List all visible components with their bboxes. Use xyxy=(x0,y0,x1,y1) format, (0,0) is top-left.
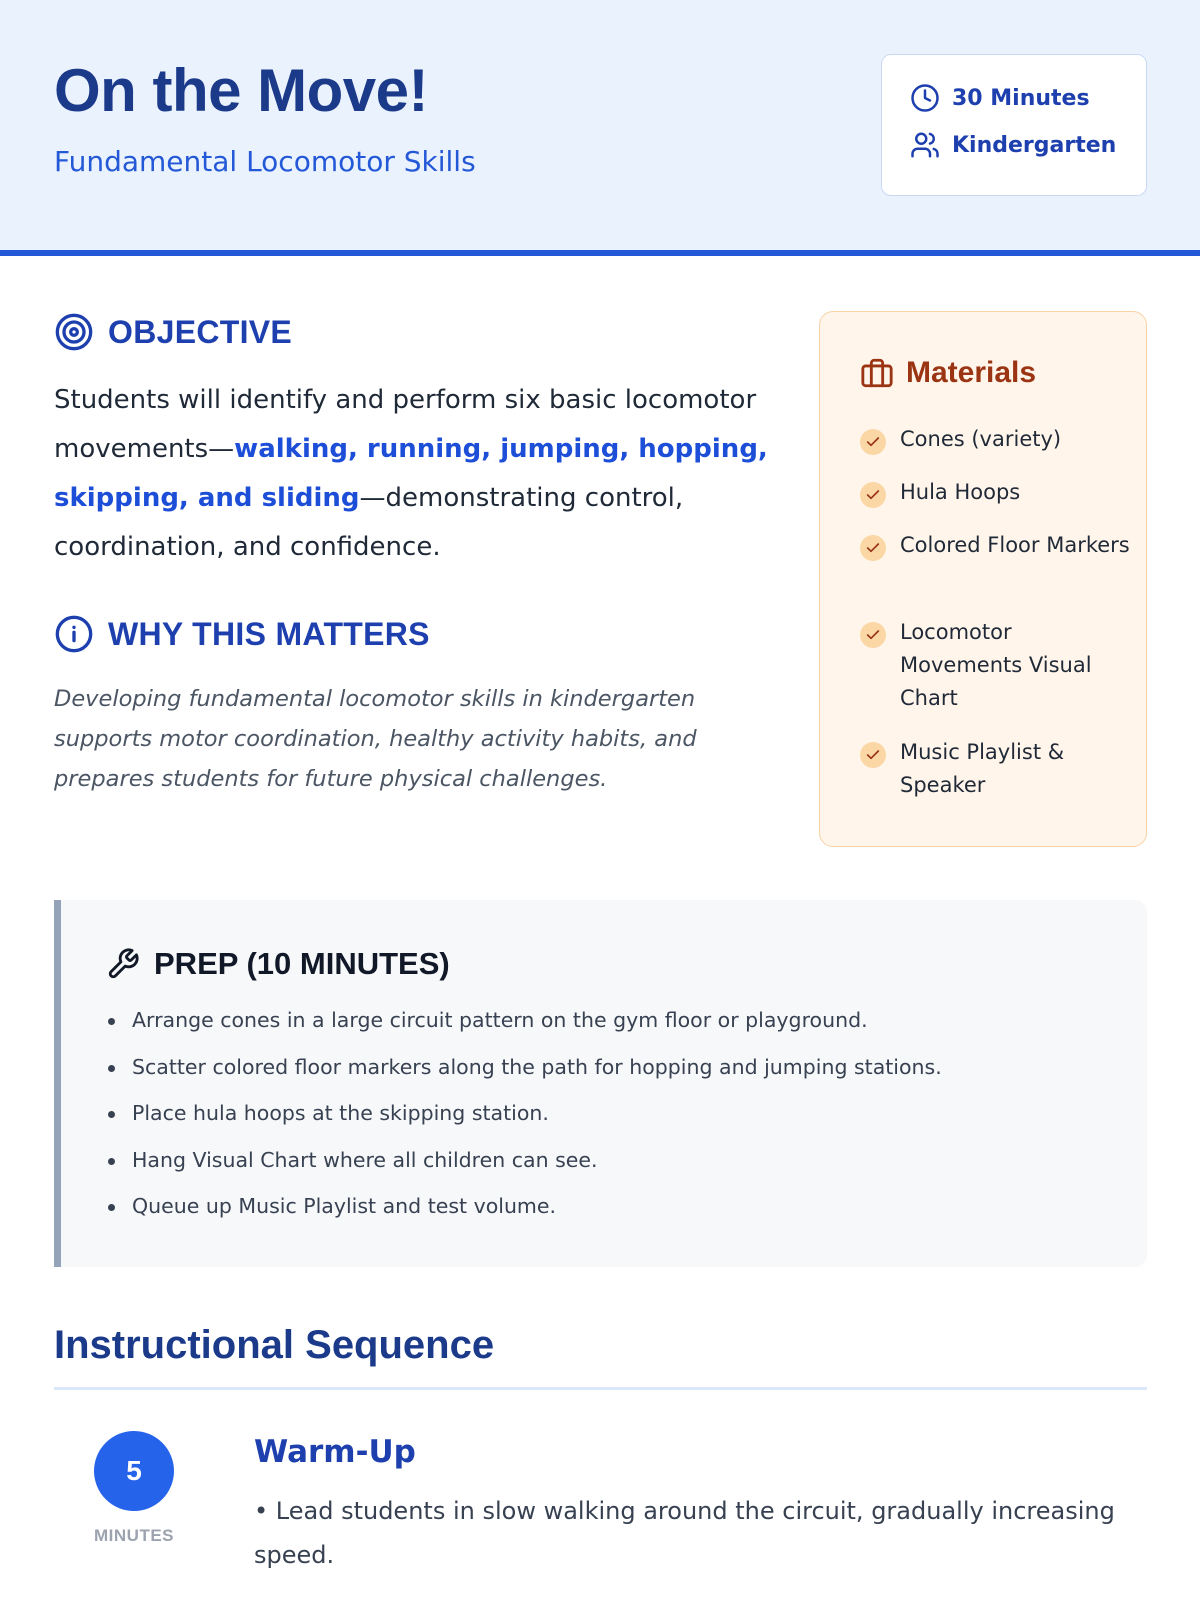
material-label: Cones (variety) xyxy=(900,427,1062,451)
objective-heading xyxy=(54,312,292,352)
material-label: Hula Hoops xyxy=(900,480,1021,504)
target-icon xyxy=(54,312,94,352)
material-item xyxy=(860,736,1130,802)
why-heading xyxy=(54,614,430,654)
material-label: Locomotor Movements Visual Chart xyxy=(900,620,1092,710)
clock-icon xyxy=(910,83,940,113)
material-item xyxy=(860,476,1130,509)
section-divider xyxy=(54,1387,1147,1390)
why-text: Developing fundamental locomotor skills in kindergarten supports motor coordination, healthy activity habits, and prepares students for future physical challenges. xyxy=(54,686,697,792)
step-description: • Lead students in slow walking around the circuit, gradually increasing speed. xyxy=(254,1497,1115,1569)
lesson-header xyxy=(0,0,1200,256)
objective-text-start: Students will identify and perform six basic locomotor movements— xyxy=(54,385,757,464)
duration-label: 30 Minutes xyxy=(952,85,1090,111)
lesson-meta-card xyxy=(881,54,1147,196)
wrench-icon xyxy=(106,947,140,981)
materials-heading-label: Materials xyxy=(906,356,1037,389)
prep-heading xyxy=(106,946,450,982)
material-label: Colored Floor Markers xyxy=(900,533,1130,557)
list-item: Scatter colored floor markers along the path for hopping and jumping stations. xyxy=(106,1053,1106,1100)
grade-row xyxy=(910,130,1116,160)
page-title: On the Move! xyxy=(54,57,429,124)
check-icon xyxy=(860,429,886,455)
check-icon xyxy=(860,622,886,648)
prep-list xyxy=(106,1006,1106,1239)
why-heading-label: WHY THIS MATTERS xyxy=(108,615,430,652)
step-duration-unit: MINUTES xyxy=(94,1526,174,1545)
prep-heading-label: PREP (10 MINUTES) xyxy=(154,946,450,981)
material-label: Music Playlist & Speaker xyxy=(900,740,1065,797)
check-icon xyxy=(860,742,886,768)
step-duration-badge: 5 xyxy=(94,1431,174,1511)
check-icon xyxy=(860,482,886,508)
list-item: Arrange cones in a large circuit pattern on the gym floor or playground. xyxy=(106,1006,1106,1053)
grade-label: Kindergarten xyxy=(952,132,1117,158)
users-icon xyxy=(910,130,940,160)
materials-card xyxy=(819,311,1147,847)
sequence-heading: Instructional Sequence xyxy=(54,1323,495,1367)
page-subtitle: Fundamental Locomotor Skills xyxy=(54,145,476,178)
material-item xyxy=(860,616,1130,715)
list-item: Hang Visual Chart where all children can see. xyxy=(106,1146,1106,1193)
step-title: Warm-Up xyxy=(254,1434,416,1470)
objective-text-end: —demonstrating control, coordination, and confidence. xyxy=(54,483,684,562)
material-item xyxy=(860,423,1130,456)
objective-highlight: walking, running, jumping, hopping, skipping, and sliding xyxy=(54,434,768,513)
list-item: Queue up Music Playlist and test volume. xyxy=(106,1192,1106,1239)
check-icon xyxy=(860,535,886,561)
prep-card xyxy=(54,900,1147,1267)
list-item: Place hula hoops at the skipping station. xyxy=(106,1099,1106,1146)
objective-text xyxy=(54,376,774,572)
materials-heading xyxy=(860,356,1036,390)
objective-heading-label: OBJECTIVE xyxy=(108,313,293,350)
briefcase-icon xyxy=(860,356,894,390)
info-icon xyxy=(54,614,94,654)
material-item xyxy=(860,529,1130,562)
duration-row xyxy=(910,83,1090,113)
